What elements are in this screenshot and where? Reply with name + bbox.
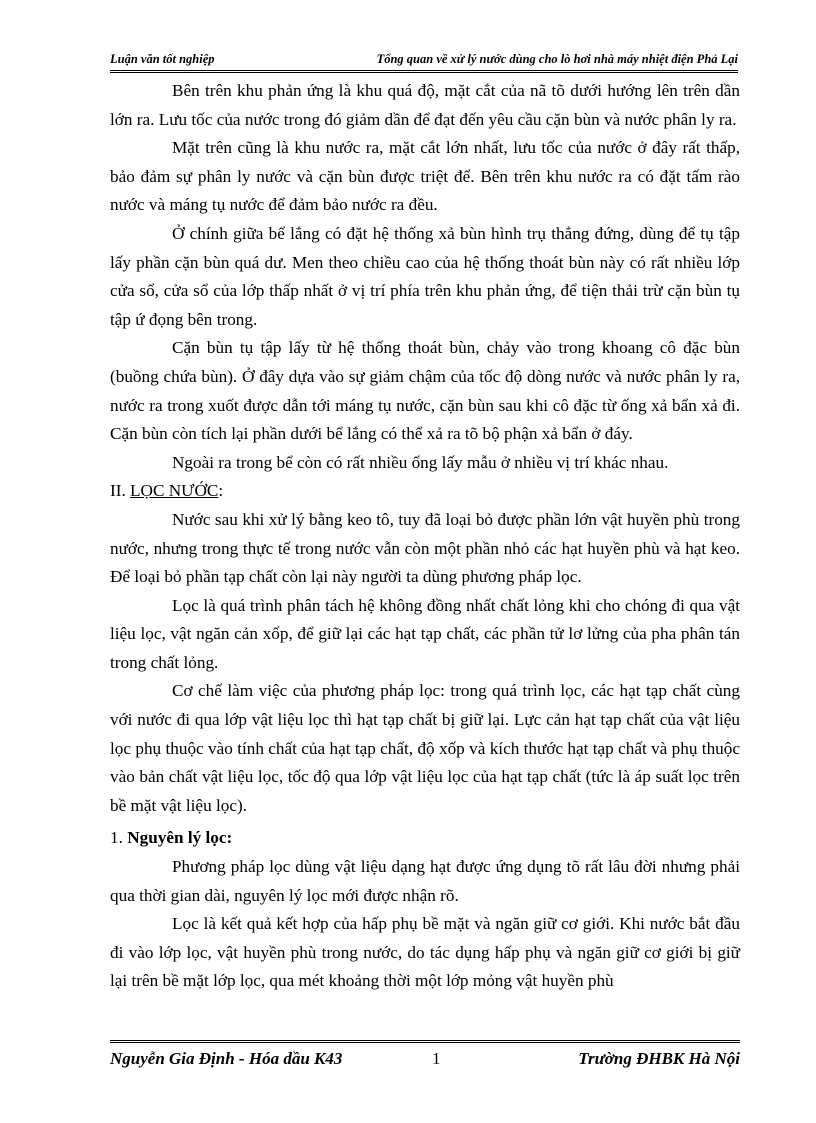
paragraph: Phương pháp lọc dùng vật liệu dạng hạt được ứng dụng tõ rất lâu đời nhưng phải qua thời gian dài, nguyên lý lọc mới được nhận rõ. xyxy=(110,857,740,905)
page-number: 1 xyxy=(432,1049,441,1068)
paragraph: Lọc là quá trình phân tách hệ không đồng nhất chất lỏng khi cho chóng đi qua vật liệu lọc, vật ngăn cản xốp, để giữ lại các hạt tạp chất, các phần tử lơ lửng của pha phân tán trong chất lỏng. xyxy=(110,595,740,672)
header-topic-title: Tổng quan về xử lý nước dùng cho lò hơi nhà máy nhiệt điện Phả Lại xyxy=(376,52,738,66)
subsection-title: Nguyên lý lọc: xyxy=(127,828,233,848)
paragraph: Cặn bùn tụ tập lấy từ hệ thống thoát bùn, chảy vào trong khoang cô đặc bùn (buồng chứa bùn). Ở đây dựa vào sự giảm chậm của tốc độ dòng nước và nước phân ly ra, nước ra trong xuốt được dẫn tới máng tụ nước, cặn bùn sau khi cô đặc từ ống xả bẩn xả đi. Cặn bùn còn tích lại phần dưới bể lắng có thể xả ra tõ bộ phận xả bẩn ở đáy. xyxy=(110,338,740,444)
footer-university: Trường ĐHBK Hà Nội xyxy=(578,1049,740,1068)
section-number: II. xyxy=(110,481,131,501)
header-thesis-label: Luận văn tốt nghiệp xyxy=(110,52,215,66)
page-footer xyxy=(110,1040,740,1073)
section-heading xyxy=(110,477,740,506)
page-header xyxy=(110,52,738,73)
paragraph: Ngoài ra trong bể còn có rất nhiều ống lấy mẫu ở nhiều vị trí khác nhau. xyxy=(172,452,669,472)
paragraph: Mặt trên cũng là khu nước ra, mặt cắt lớn nhất, lưu tốc của nước ở đây rất thấp, bảo đảm sự phân ly nước và cặn bùn được triệt để. Bên trên khu nước ra có đặt tấm rào nước và máng tụ nước để đảm bảo nước ra đều. xyxy=(110,138,740,215)
document-body xyxy=(110,77,740,996)
paragraph: Ở chính giữa bể lắng có đặt hệ thống xả bùn hình trụ thẳng đứng, dùng để tụ tập lấy phần cặn bùn quá dư. Men theo chiều cao của hệ thống thoát bùn này có rất nhiều lớp cửa sổ, cửa sổ của lớp thấp nhất ở vị trí phía trên khu phản ứng, để tiện thải trừ cặn bùn tụ tập ứ đọng bên trong. xyxy=(110,223,740,329)
subsection-number: 1. xyxy=(110,828,128,848)
paragraph: Bên trên khu phản ứng là khu quá độ, mặt cắt của nã tõ dưới hướng lên trên dần lớn ra. Lưu tốc của nước trong đó giảm dần để đạt đến yêu cầu cặn bùn và nước phân ly ra. xyxy=(110,81,740,129)
paragraph: Cơ chế làm việc của phương pháp lọc: trong quá trình lọc, các hạt tạp chất cùng với nước đi qua lớp vật liệu lọc thì hạt tạp chất bị giữ lại. Lực cản hạt tạp chất của vật liệu lọc phụ thuộc vào tính chất của hạt tạp chất, độ xốp và kích thước hạt tạp chất và phụ thuộc vào bản chất vật liệu lọc, tốc độ qua lớp vật liệu lọc của hạt tạp chất (tức là áp suất lọc trên bề mặt vật liệu lọc). xyxy=(110,681,740,815)
footer-author: Nguyễn Gia Định - Hóa dầu K43 xyxy=(110,1049,343,1068)
section-colon: : xyxy=(218,481,224,501)
subsection-heading xyxy=(110,824,740,853)
section-title: LỌC NƯỚC xyxy=(130,481,219,501)
paragraph: Lọc là kết quả kết hợp của hấp phụ bề mặt và ngăn giữ cơ giới. Khi nước bắt đầu đi vào lớp lọc, vật huyền phù trong nước, do tác dụng hấp phụ và ngăn giữ cơ giới bị giữ lại trên bề mặt lớp lọc, qua mét khoảng thời một lớp mỏng vật huyền phù xyxy=(110,914,740,991)
paragraph: Nước sau khi xử lý bằng keo tô, tuy đã loại bỏ được phần lớn vật huyền phù trong nước, nhưng trong thực tế trong nước vẫn còn một phần nhỏ các hạt huyền phù và hạt keo. Để loại bỏ phần tạp chất còn lại này người ta dùng phương pháp lọc. xyxy=(110,509,740,587)
